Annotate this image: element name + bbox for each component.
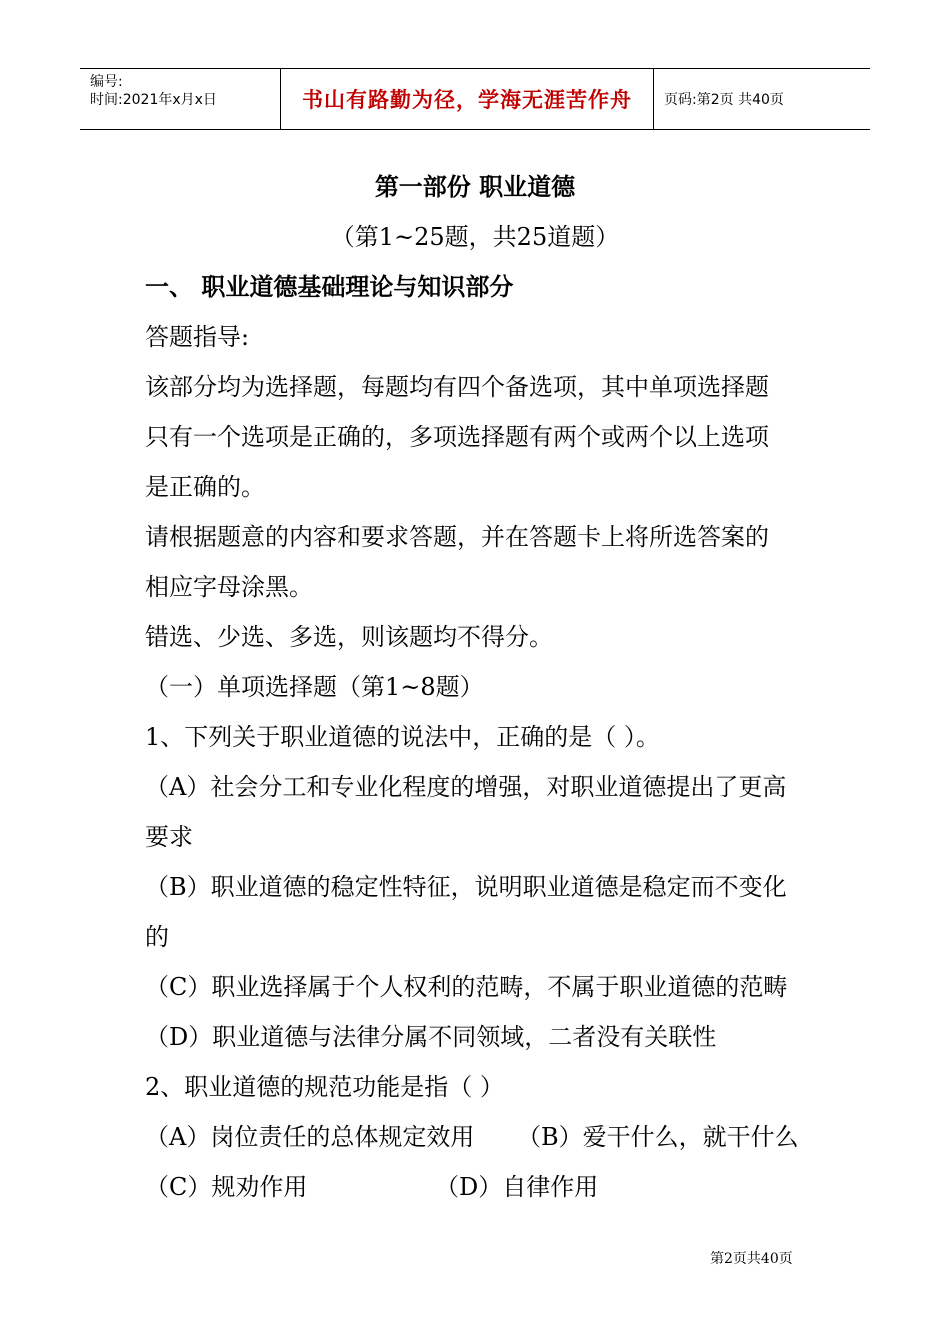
question-2-option-b: （B）爱干什么，就干什么 — [517, 1123, 799, 1151]
time-label: 时间:2021年x月x日 — [90, 92, 217, 108]
instruction-line: 错选、少选、多选，则该题均不得分。 — [145, 623, 553, 651]
question-2-option-a: （A）岗位责任的总体规定效用 — [145, 1123, 475, 1151]
instruction-line: 是正确的。 — [145, 473, 265, 501]
question-2-options-row — [145, 1112, 825, 1162]
question-1-line: （C）职业选择属于个人权利的范畴，不属于职业道德的范畴 — [145, 973, 788, 1001]
question-2-option-c: （C）规劝作用 — [145, 1173, 308, 1201]
question-1-line: 要求 — [145, 823, 193, 851]
instruction-line: 请根据题意的内容和要求答题，并在答题卡上将所选答案的 — [145, 523, 769, 551]
question-2-option-d: （D）自律作用 — [435, 1173, 599, 1201]
header-page-info: 页码:第2页 共40页 — [664, 92, 784, 108]
header-meta — [80, 69, 281, 129]
instruction-line: 该部分均为选择题，每题均有四个备选项，其中单项选择题 — [145, 373, 769, 401]
question-2-options-row — [145, 1162, 825, 1212]
doc-subtitle: （第1~25题，共25道题） — [330, 223, 620, 251]
question-1-line: （B）职业道德的稳定性特征，说明职业道德是稳定而不变化 — [145, 873, 787, 901]
instruction-line: 相应字母涂黑。 — [145, 573, 313, 601]
document-body — [145, 162, 825, 1212]
number-label: 编号: — [90, 74, 123, 90]
question-1-stem: 1、下列关于职业道德的说法中，正确的是（ ）。 — [145, 723, 660, 751]
question-1-line: （D）职业道德与法律分属不同领域，二者没有关联性 — [145, 1023, 717, 1051]
page-footer: 第2页共40页 — [710, 1251, 793, 1267]
question-1-line: 的 — [145, 923, 169, 951]
instruction-line: 只有一个选项是正确的，多项选择题有两个或两个以上选项 — [145, 423, 769, 451]
subsection-heading: （一）单项选择题（第1~8题） — [145, 673, 484, 701]
section-heading: 一、 职业道德基础理论与知识部分 — [145, 272, 514, 301]
guide-label: 答题指导: — [145, 323, 250, 351]
header-motto: 书山有路勤为径，学海无涯苦作舟 — [281, 69, 654, 129]
question-1-line: （A）社会分工和专业化程度的增强，对职业道德提出了更高 — [145, 773, 787, 801]
doc-title: 第一部份 职业道德 — [374, 172, 576, 201]
question-2-stem: 2、职业道德的规范功能是指（ ） — [145, 1073, 504, 1101]
page-header — [80, 68, 870, 130]
